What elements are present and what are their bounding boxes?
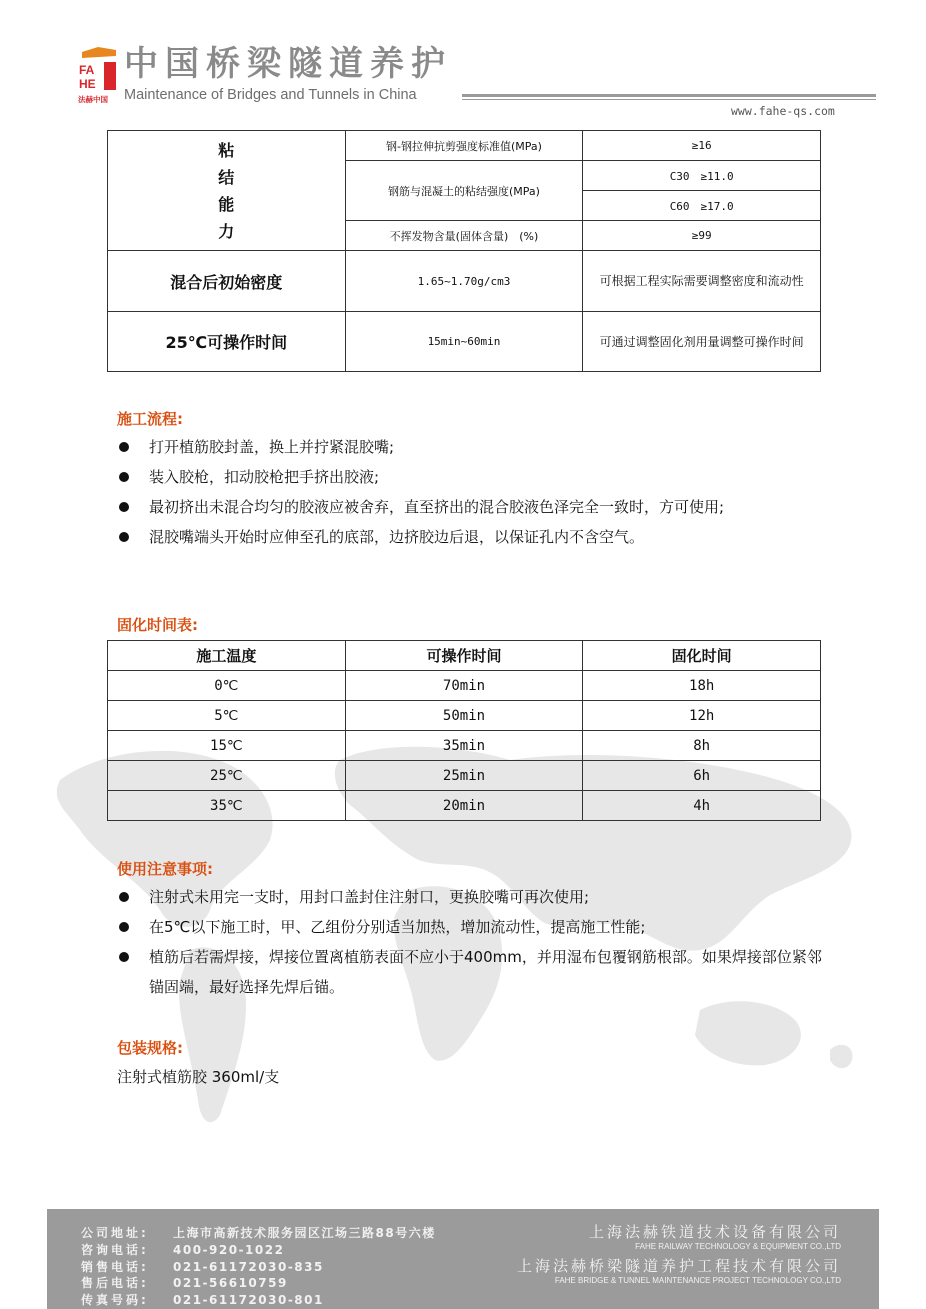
list-item: 最初挤出未混合均匀的胶液应被舍弃，直至挤出的混合胶液色泽完全一致时，方可使用;: [117, 492, 827, 522]
table-row: [108, 791, 821, 821]
list-item: 植筋后若需焊接，焊接位置离植筋表面不应小于400mm，并用湿布包覆钢筋根部。如果焊接部位紧邻锚固端，最好选择先焊后锚。: [117, 942, 827, 1002]
table-row: [108, 761, 821, 791]
packaging-title: 包装规格:: [117, 1039, 183, 1057]
footer-value: 021-56610759: [173, 1276, 288, 1290]
brand-chinese-name: 中国桥梁隧道养护: [124, 44, 452, 84]
group-label-cell: [108, 131, 346, 251]
group-label-char: 力: [218, 221, 235, 241]
company-railway: [589, 1221, 841, 1251]
list-item: 打开植筋胶封盖，换上并拧紧混胶嘴;: [117, 432, 827, 462]
cure-title: 固化时间表:: [117, 616, 198, 634]
table-cell: 20min: [345, 791, 583, 821]
company-name-cn: 上海法赫桥梁隧道养护工程技术有限公司: [516, 1257, 841, 1275]
cure-table: [107, 640, 821, 821]
property-note: 可通过调整固化剂用量调整可操作时间: [583, 312, 821, 372]
footer-label: 公司地址:: [81, 1226, 149, 1240]
footer-sales-phone: [81, 1258, 324, 1275]
property-label: 25℃可操作时间: [108, 312, 346, 372]
properties-table: [107, 130, 821, 372]
notes-title: 使用注意事项:: [117, 860, 213, 878]
list-item: 混胶嘴端头开始时应伸至孔的底部，边挤胶边后退，以保证孔内不含空气。: [117, 522, 827, 552]
group-label-char: 粘: [218, 140, 235, 160]
brand-english-name: Maintenance of Bridges and Tunnels in China: [124, 87, 417, 103]
property-name: 钢-钢拉伸抗剪强度标准值(MPa): [345, 131, 583, 161]
footer-label: 咨询电话:: [81, 1243, 149, 1257]
fahe-logo: [78, 44, 120, 106]
process-title: 施工流程:: [117, 410, 183, 428]
property-value: ≥16: [583, 131, 821, 161]
svg-text:FA: FA: [79, 63, 95, 77]
company-name-en: FAHE BRIDGE & TUNNEL MAINTENANCE PROJECT TECHNOLOGY CO.,LTD: [554, 1276, 841, 1285]
website-url: www.fahe-qs.com: [731, 104, 835, 118]
table-cell: 35min: [345, 731, 583, 761]
property-value: 15min~60min: [345, 312, 583, 372]
property-value: C30 ≥11.0: [583, 161, 821, 191]
table-cell: 35℃: [108, 791, 346, 821]
company-bridge: [517, 1255, 841, 1285]
table-cell: 5℃: [108, 701, 346, 731]
process-list: [117, 432, 827, 552]
table-cell: 6h: [583, 761, 821, 791]
table-row: [108, 731, 821, 761]
table-cell: 15℃: [108, 731, 346, 761]
table-cell: 70min: [345, 671, 583, 701]
footer: [47, 1209, 879, 1309]
property-value: C60 ≥17.0: [583, 191, 821, 221]
table-cell: 25min: [345, 761, 583, 791]
table-cell: 25℃: [108, 761, 346, 791]
svg-text:法赫中国: 法赫中国: [78, 95, 108, 104]
table-cell: 0℃: [108, 671, 346, 701]
list-item: 在5℃以下施工时，甲、乙组份分别适当加热，增加流动性，提高施工性能;: [117, 912, 827, 942]
footer-address: [81, 1224, 436, 1241]
property-name: 钢筋与混凝土的粘结强度(MPa): [345, 161, 583, 221]
property-value: ≥99: [583, 221, 821, 251]
footer-label: 售后电话:: [81, 1276, 149, 1290]
footer-consult-phone: [81, 1241, 284, 1258]
table-cell: 12h: [583, 701, 821, 731]
header-rule-thin: [462, 99, 876, 100]
footer-value: 400-920-1022: [173, 1243, 285, 1257]
header-rule: [462, 94, 876, 97]
table-row: [108, 701, 821, 731]
footer-value: 021-61172030-835: [173, 1260, 324, 1274]
property-note: 可根据工程实际需要调整密度和流动性: [583, 251, 821, 312]
footer-service-phone: [81, 1274, 288, 1291]
svg-text:HE: HE: [79, 77, 96, 91]
footer-value: 021-61172030-801: [173, 1293, 324, 1307]
footer-label: 传真号码:: [81, 1293, 149, 1307]
packaging-text: 注射式植筋胶 360ml/支: [117, 1068, 280, 1086]
notes-list: [117, 882, 827, 1002]
property-value: 1.65~1.70g/cm3: [345, 251, 583, 312]
list-item: 注射式未用完一支时，用封口盖封住注射口，更换胶嘴可再次使用;: [117, 882, 827, 912]
property-name: 不挥发物含量(固体含量) (%): [345, 221, 583, 251]
group-label-char: 能: [218, 194, 235, 214]
company-name-en: FAHE RAILWAY TECHNOLOGY & EQUIPMENT CO.,LTD: [635, 1242, 841, 1251]
column-header: 施工温度: [108, 641, 346, 671]
list-item: 装入胶枪，扣动胶枪把手挤出胶液;: [117, 462, 827, 492]
property-label: 混合后初始密度: [108, 251, 346, 312]
column-header: 固化时间: [583, 641, 821, 671]
table-cell: 4h: [583, 791, 821, 821]
company-name-cn: 上海法赫铁道技术设备有限公司: [588, 1223, 841, 1241]
table-cell: 50min: [345, 701, 583, 731]
footer-value: 上海市高新技术服务园区江场三路88号六楼: [173, 1226, 436, 1240]
table-cell: 18h: [583, 671, 821, 701]
footer-fax: [81, 1291, 324, 1308]
column-header: 可操作时间: [345, 641, 583, 671]
group-label-char: 结: [218, 167, 235, 187]
table-row: [108, 671, 821, 701]
table-cell: 8h: [583, 731, 821, 761]
footer-label: 销售电话:: [81, 1260, 149, 1274]
